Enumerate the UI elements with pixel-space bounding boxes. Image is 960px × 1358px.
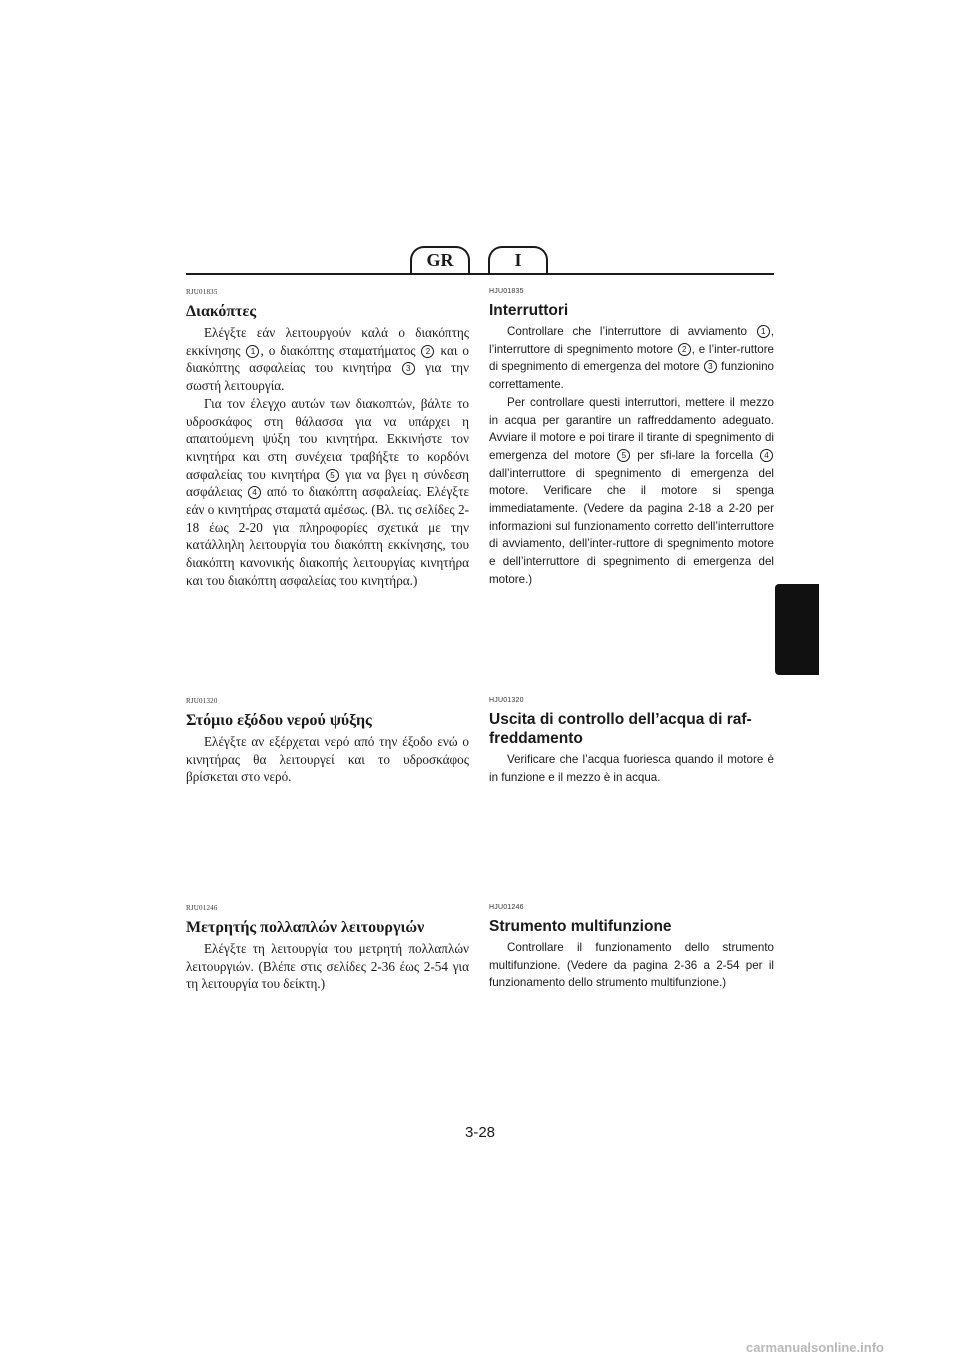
section-title: Διακόπτες: [186, 303, 257, 320]
text-run: dall’interruttore di spegnimento di emergenza del motore. Verificare che il motore si spenga immediatamente. (Vedere da pagina 2-18 a 2-20 per informazioni sul funzionamento corretto dell’interruttore di avviamento, dell’inter-ruttore di spegnimento motore e dell’interruttore di spegnimento di emergenza del motore.): [489, 466, 774, 586]
text-run: για την σωστή λειτουργία.: [186, 360, 469, 394]
section-cooling-outlet-it: [489, 697, 774, 786]
text-run: Ελέγξτε εάν λειτουργούν καλά ο διακόπτης εκκίνησης: [186, 325, 469, 358]
page-header: [186, 246, 774, 278]
text-run: από το διακόπτη ασφαλείας. Ελέγξτε εάν ο κινητήρας σταματά αμέσως. (Βλ. τις σελίδες 2-18 έως 2-20 για πληροφορίες σχετικά με την κατάλληλη λειτουργία του διακόπτη εκκίνησης, του διακόπτη κανονικής διακοπής λειτουργίας κινητήρα και του διακόπτη ασφαλείας του κινητήρα.): [186, 484, 469, 588]
text-run: Verificare che l’acqua fuoriesca quando il motore è in funzione e il mezzo è in acqua.: [489, 753, 774, 784]
section-title: Uscita di controllo dell’acqua di raf-freddamento: [489, 711, 752, 747]
section-multifunction-it: [489, 904, 774, 992]
section-switches-gr: [186, 288, 469, 590]
header-rule: [186, 273, 774, 275]
text-run: για να βγει η σύνδεση ασφάλειας: [186, 466, 469, 500]
text-run: και ο διακόπτης ασφαλείας του κινητήρα: [186, 342, 469, 376]
section-title: Interruttori: [489, 302, 569, 319]
reference-number: 4: [760, 449, 773, 462]
text-run: Για τον έλεγχο αυτών των διακοπτών, βάλτε το υδροσκάφος στη θάλασσα για να υπάρχει η απαιτούμενη ψύξη του κινητήρα. Εκκινήστε τον κινητήρα και στη συνέχεια τραβήξτε το κορδόνι ασφαλείας του κινητήρα: [186, 395, 469, 482]
reference-number: 1: [757, 325, 770, 338]
text-run: Controllare il funzionamento dello strumento multifunzione. (Vedere da pagina 2-36 a 2-54 per il funzionamento dello strumento multifunzione.): [489, 941, 774, 990]
section-title: Μετρητής πολλαπλών λειτουργιών: [186, 919, 425, 936]
text-run: per sfi-lare la forcella: [631, 448, 759, 462]
text-run: , ο διακόπτης σταματήματος: [260, 342, 421, 358]
text-run: Ελέγξτε τη λειτουργία του μετρητή πολλαπλών λειτουργιών. (Βλέπε στις σελίδες 2-36 έως 2-54 για τη λειτουργία του δείκτη.): [186, 941, 469, 992]
page-number: 3-28: [464, 1124, 496, 1141]
section-multifunction-gr: [186, 904, 469, 993]
reference-number: 3: [402, 362, 415, 375]
reference-number: 2: [678, 343, 691, 356]
paragraph: [489, 939, 774, 992]
section-switches-it: [489, 288, 774, 589]
reference-number: 2: [421, 345, 434, 358]
reference-number: 1: [246, 345, 259, 358]
watermark: carmanualsonline.info: [746, 1340, 884, 1355]
reference-number: 3: [704, 360, 717, 373]
paragraph: [489, 394, 774, 589]
section-code: HJU01320: [489, 697, 524, 704]
section-code: HJU01246: [489, 904, 524, 911]
paragraph: [489, 323, 774, 394]
reference-number: 4: [248, 486, 261, 499]
paragraph: [186, 395, 469, 590]
text-run: Ελέγξτε αν εξέρχεται νερό από την έξοδο ενώ ο κινητήρας θα λειτουργεί και το υδροσκάφος βρίσκεται στο νερό.: [186, 734, 469, 785]
reference-number: 5: [326, 469, 339, 482]
paragraph: [186, 940, 469, 993]
text-run: Per controllare questi interruttori, mettere il mezzo in acqua per garantire un raffreddamento adeguato. Avviare il motore e poi tirare il tirante di spegnimento di emergenza del motore: [489, 395, 774, 462]
paragraph: [186, 733, 469, 786]
language-badge-it: I: [488, 246, 548, 273]
text-run: funzionino correttamente.: [489, 360, 774, 392]
chapter-tab: [775, 584, 819, 675]
section-code: RJU01246: [186, 904, 218, 912]
paragraph: [186, 324, 469, 395]
section-code: HJU01835: [489, 288, 524, 295]
reference-number: 5: [617, 449, 630, 462]
text-run: , e l’inter-ruttore di spegnimento di emergenza del motore: [489, 342, 775, 374]
section-cooling-outlet-gr: [186, 697, 469, 786]
text-run: , l’interruttore di spegnimento motore: [489, 325, 774, 356]
section-title: Στόμιο εξόδου νερού ψύξης: [186, 712, 372, 729]
text-run: Controllare che l’interruttore di avviamento: [507, 325, 756, 338]
section-code: RJU01835: [186, 288, 218, 296]
section-code: RJU01320: [186, 697, 218, 705]
language-badge-gr: GR: [410, 246, 470, 273]
paragraph: [489, 751, 774, 786]
section-title: Strumento multifunzione: [489, 918, 672, 935]
